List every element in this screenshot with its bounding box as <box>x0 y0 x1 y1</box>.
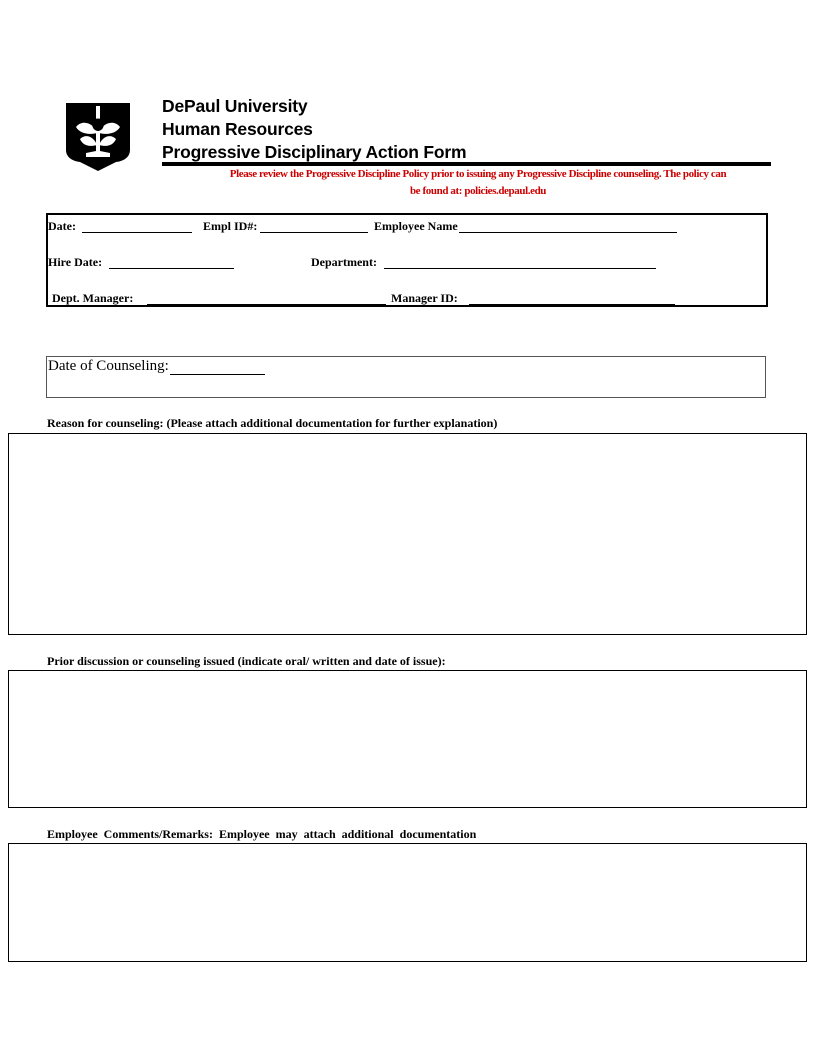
dept-manager-field[interactable] <box>147 292 386 305</box>
employee-name-label: Employee Name <box>374 219 458 233</box>
counseling-date-box <box>46 356 766 398</box>
prior-discussion-text-area[interactable] <box>8 670 807 808</box>
employee-comments-label: Employee Comments/Remarks: Employee may attach additional documentation <box>47 827 477 841</box>
hire-date-field[interactable] <box>109 256 234 269</box>
department-label: Department: <box>311 255 377 269</box>
reason-text-area[interactable] <box>8 433 807 635</box>
policy-notice <box>150 166 806 200</box>
counseling-date-label: Date of Counseling: <box>48 358 169 374</box>
hire-date-label: Hire Date: <box>48 255 103 269</box>
depaul-logo-icon <box>66 101 130 172</box>
policy-notice-line-2: be found at: policies.depaul.edu <box>409 185 547 197</box>
dept-manager-label: Dept. Manager: <box>52 291 134 305</box>
organization-name: DePaul University <box>162 96 308 116</box>
employee-name-field[interactable] <box>459 220 677 233</box>
employee-info-box <box>46 213 768 307</box>
employee-comments-text-area[interactable] <box>8 843 807 962</box>
form-title: Progressive Disciplinary Action Form <box>162 142 467 162</box>
counseling-date-field[interactable] <box>170 360 265 375</box>
prior-discussion-label: Prior discussion or counseling issued (indicate oral/ written and date of issue): <box>47 654 446 668</box>
manager-id-field[interactable] <box>469 292 675 305</box>
department-field[interactable] <box>384 256 656 269</box>
date-label: Date: <box>48 219 76 233</box>
reason-label: Reason for counseling: (Please attach additional documentation for further explanation) <box>47 416 498 430</box>
manager-id-label: Manager ID: <box>391 291 458 305</box>
empl-id-label: Empl ID#: <box>203 219 258 233</box>
date-field[interactable] <box>82 220 192 233</box>
empl-id-field[interactable] <box>260 220 368 233</box>
department-name: Human Resources <box>162 119 313 139</box>
policy-notice-line-1: Please review the Progressive Discipline Policy prior to issuing any Progressive Discipline counseling. The policy can <box>229 168 727 180</box>
